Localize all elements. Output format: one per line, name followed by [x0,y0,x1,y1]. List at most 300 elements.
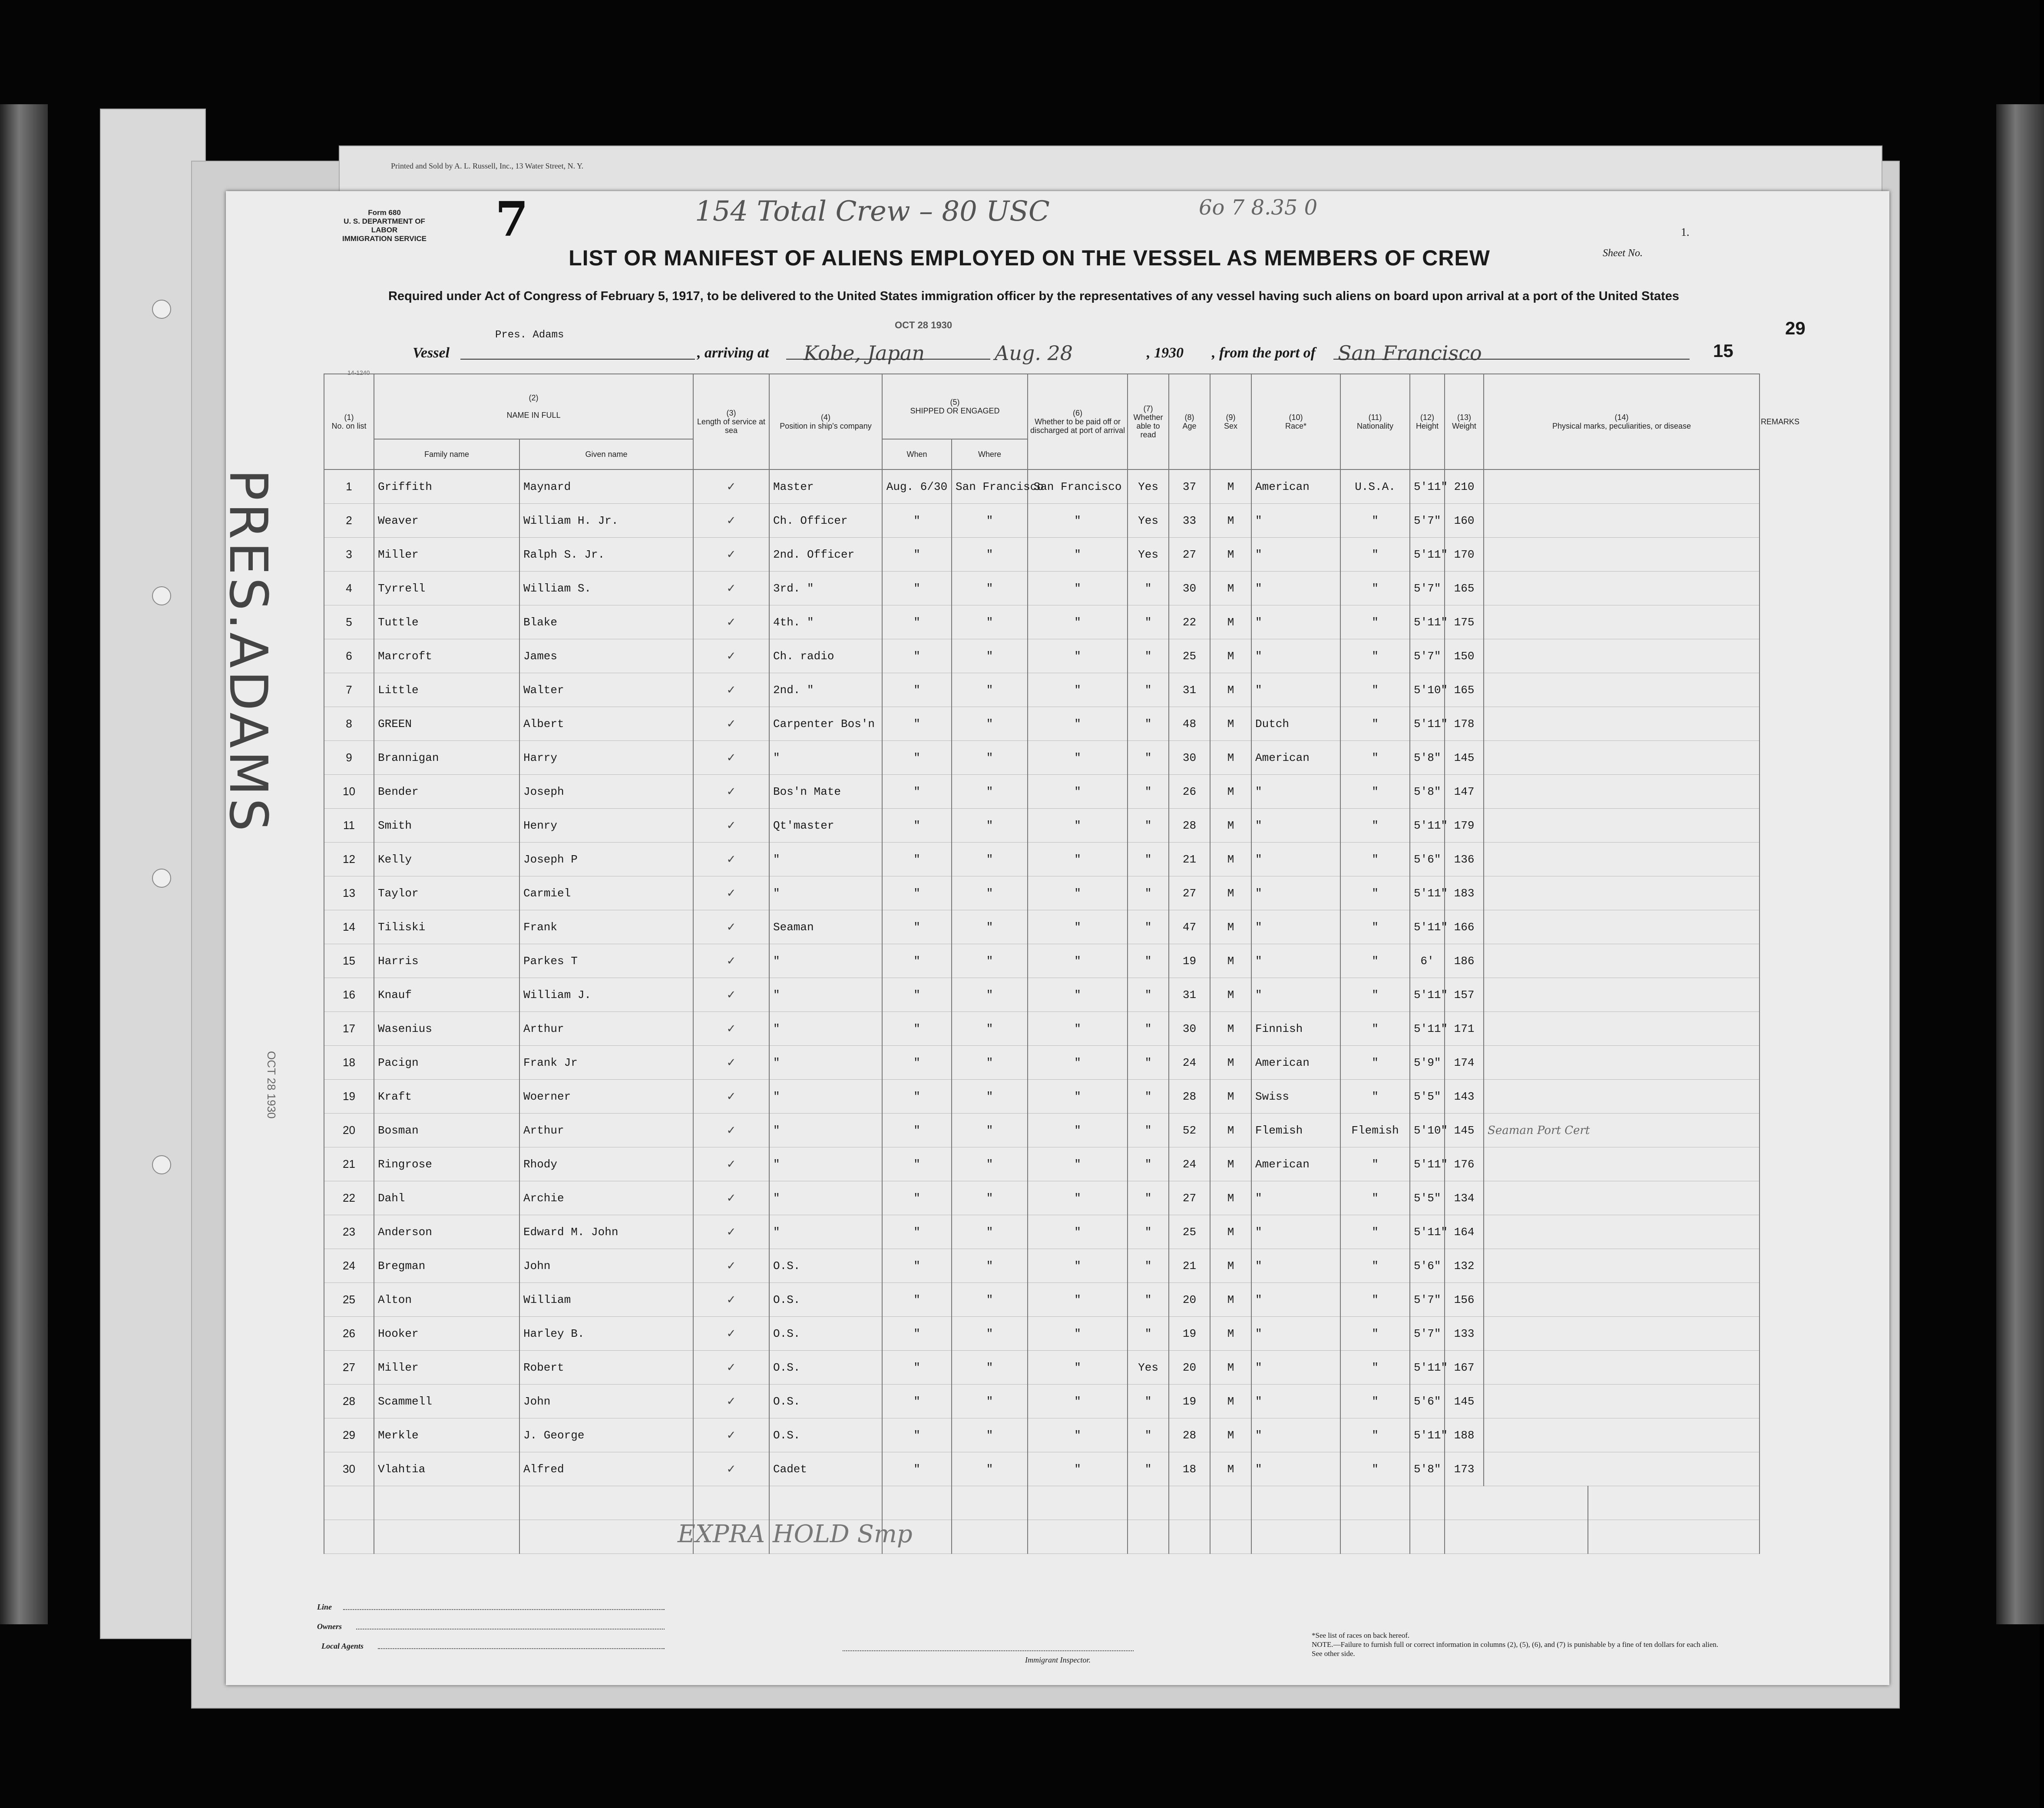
paid-off-port-cell: " [1028,1046,1128,1080]
blank-cell [1410,1520,1445,1554]
physical-marks-cell: Seaman Port Cert [1484,1114,1760,1147]
given-name-cell: Ralph S. Jr. [519,538,693,572]
physical-marks-cell [1484,1452,1760,1486]
able-to-read-cell: " [1128,707,1169,741]
able-to-read-cell: " [1128,1012,1169,1046]
blank-cell [1340,1486,1410,1520]
department-block [330,208,439,243]
right-binder-strip [1996,104,2044,1624]
col-weight: (13) Weight [1445,374,1484,469]
family-name-cell: Dahl [374,1181,519,1215]
table-row [324,572,1760,605]
able-to-read-cell: " [1128,673,1169,707]
weight-cell: 188 [1445,1418,1484,1452]
weight-cell: 147 [1445,775,1484,809]
able-to-read-cell: " [1128,605,1169,639]
given-name-cell: Parkes T [519,944,693,978]
able-to-read-cell: " [1128,1215,1169,1249]
height-cell: 5'11" [1410,876,1445,910]
position-cell: " [769,1147,882,1181]
given-name-cell: John [519,1249,693,1283]
height-cell: 5'6" [1410,1385,1445,1418]
length-of-service-cell: ✓ [693,910,769,944]
sex-cell: M [1210,469,1251,504]
family-name-cell: Anderson [374,1215,519,1249]
shipped-when-cell: " [882,1012,952,1046]
weight-cell: 164 [1445,1215,1484,1249]
age-cell: 28 [1169,1080,1210,1114]
race-cell: American [1251,1147,1340,1181]
length-of-service-cell: ✓ [693,1181,769,1215]
race-cell: " [1251,605,1340,639]
row-number-cell: 19 [324,1080,374,1114]
paid-off-port-cell: " [1028,775,1128,809]
family-name-cell: Kraft [374,1080,519,1114]
sex-cell: M [1210,673,1251,707]
table-row [324,809,1760,843]
shipped-where-cell: " [952,843,1028,876]
table-row [324,1080,1760,1114]
length-of-service-cell: ✓ [693,504,769,538]
given-name-cell: William J. [519,978,693,1012]
shipped-when-cell: " [882,910,952,944]
table-row [324,876,1760,910]
shipped-where-cell: " [952,572,1028,605]
shipped-when-cell: " [882,639,952,673]
height-cell: 5'11" [1410,1351,1445,1385]
shipped-where-cell: " [952,944,1028,978]
position-cell: O.S. [769,1351,882,1385]
blank-cell [1588,1520,1760,1554]
family-name-cell: Wasenius [374,1012,519,1046]
physical-marks-cell [1484,538,1760,572]
position-cell: Ch. radio [769,639,882,673]
physical-marks-cell [1484,1385,1760,1418]
paid-off-port-cell: " [1028,504,1128,538]
race-cell: " [1251,1385,1340,1418]
shipped-when-cell: " [882,673,952,707]
table-row [324,1114,1760,1147]
col-able-read: (7) Whether able to read [1128,374,1169,469]
nationality-cell: U.S.A. [1340,469,1410,504]
nationality-cell: " [1340,1249,1410,1283]
blank-row [324,1520,1760,1554]
from-underline [1333,359,1690,360]
row-number-cell: 11 [324,809,374,843]
shipped-where-cell: " [952,876,1028,910]
able-to-read-cell: Yes [1128,1351,1169,1385]
weight-cell: 179 [1445,809,1484,843]
length-of-service-cell: ✓ [693,1080,769,1114]
service-name: IMMIGRATION SERVICE [342,235,427,243]
nationality-cell: " [1340,1181,1410,1215]
position-cell: Qt'master [769,809,882,843]
sex-cell: M [1210,639,1251,673]
table-row [324,1452,1760,1486]
blank-cell [324,1486,374,1520]
paid-off-port-cell: " [1028,1080,1128,1114]
family-name-cell: Knauf [374,978,519,1012]
paid-off-port-cell: " [1028,944,1128,978]
physical-marks-cell [1484,707,1760,741]
sex-cell: M [1210,1351,1251,1385]
given-name-cell: J. George [519,1418,693,1452]
blank-cell [1445,1520,1588,1554]
position-cell: Cadet [769,1452,882,1486]
given-name-cell: Blake [519,605,693,639]
family-name-cell: Marcroft [374,639,519,673]
paid-off-port-cell: " [1028,639,1128,673]
from-label: , from the port of [1212,345,1316,361]
shipped-when-cell: " [882,1215,952,1249]
weight-cell: 157 [1445,978,1484,1012]
paid-off-port-cell: " [1028,1249,1128,1283]
table-row [324,1181,1760,1215]
family-name-cell: Griffith [374,469,519,504]
length-of-service-cell: ✓ [693,673,769,707]
shipped-where-cell: " [952,504,1028,538]
able-to-read-cell: " [1128,1385,1169,1418]
family-name-cell: Smith [374,809,519,843]
row-number-cell: 20 [324,1114,374,1147]
length-of-service-cell: ✓ [693,809,769,843]
given-name-cell: Carmiel [519,876,693,910]
table-row [324,504,1760,538]
able-to-read-cell: " [1128,741,1169,775]
age-cell: 33 [1169,504,1210,538]
blank-cell [882,1486,952,1520]
shipped-when-cell: " [882,1283,952,1317]
nationality-cell: " [1340,1215,1410,1249]
shipped-where-cell: " [952,639,1028,673]
table-row [324,978,1760,1012]
height-cell: 5'7" [1410,1283,1445,1317]
family-name-cell: Brannigan [374,741,519,775]
height-cell: 5'11" [1410,809,1445,843]
height-cell: 5'8" [1410,775,1445,809]
col-name: (2) NAME IN FULL [374,374,693,439]
able-to-read-cell: " [1128,1080,1169,1114]
family-name-cell: Tuttle [374,605,519,639]
given-name-cell: Joseph P [519,843,693,876]
blank-cell [374,1486,519,1520]
position-cell: " [769,741,882,775]
row-number-cell: 24 [324,1249,374,1283]
age-cell: 37 [1169,469,1210,504]
race-cell: " [1251,1215,1340,1249]
given-name-cell: Joseph [519,775,693,809]
race-cell: " [1251,572,1340,605]
handwritten-note-right: 6o 7 8.35 0 [1199,195,1318,220]
height-cell: 5'11" [1410,538,1445,572]
race-cell: " [1251,978,1340,1012]
blank-cell [1251,1486,1340,1520]
height-cell: 5'7" [1410,1317,1445,1351]
blank-cell [1128,1520,1169,1554]
paid-off-port-cell: " [1028,741,1128,775]
paid-off-port-cell: " [1028,538,1128,572]
shipped-when-cell: " [882,1046,952,1080]
sex-cell: M [1210,843,1251,876]
stamp-number: 7 [495,191,529,247]
col-physical: (14) Physical marks, peculiarities, or disease [1484,374,1760,469]
given-name-cell: Harry [519,741,693,775]
shipped-when-cell: " [882,1114,952,1147]
given-name-cell: William [519,1283,693,1317]
manifest-body [324,469,1760,1554]
weight-cell: 210 [1445,469,1484,504]
sex-cell: M [1210,1147,1251,1181]
arrival-date: Aug. 28 [995,341,1073,365]
length-of-service-cell: ✓ [693,978,769,1012]
paid-off-port-cell: " [1028,1452,1128,1486]
col-given-name: Given name [519,439,693,469]
blank-cell [1588,1486,1760,1520]
paid-off-port-cell: " [1028,1317,1128,1351]
position-cell: Bos'n Mate [769,775,882,809]
position-cell: " [769,1215,882,1249]
race-cell: American [1251,741,1340,775]
race-cell: " [1251,1181,1340,1215]
row-number-cell: 21 [324,1147,374,1181]
height-cell: 5'5" [1410,1080,1445,1114]
able-to-read-cell: " [1128,1283,1169,1317]
age-cell: 26 [1169,775,1210,809]
table-row [324,1283,1760,1317]
family-name-cell: Harris [374,944,519,978]
length-of-service-cell: ✓ [693,876,769,910]
sex-cell: M [1210,1283,1251,1317]
given-name-cell: William H. Jr. [519,504,693,538]
row-number-cell: 10 [324,775,374,809]
physical-marks-cell [1484,944,1760,978]
paid-off-port-cell: " [1028,1418,1128,1452]
able-to-read-cell: " [1128,876,1169,910]
age-cell: 31 [1169,673,1210,707]
shipped-where-cell: " [952,1249,1028,1283]
given-name-cell: John [519,1385,693,1418]
length-of-service-cell: ✓ [693,944,769,978]
length-of-service-cell: ✓ [693,1385,769,1418]
sex-cell: M [1210,1114,1251,1147]
sex-cell: M [1210,572,1251,605]
given-name-cell: Archie [519,1181,693,1215]
weight-cell: 171 [1445,1012,1484,1046]
nationality-cell: " [1340,876,1410,910]
length-of-service-cell: ✓ [693,469,769,504]
family-name-cell: Hooker [374,1317,519,1351]
nationality-cell: " [1340,741,1410,775]
shipped-where-cell: " [952,1215,1028,1249]
nationality-cell: Flemish [1340,1114,1410,1147]
physical-marks-cell [1484,741,1760,775]
nationality-cell: " [1340,673,1410,707]
length-of-service-cell: ✓ [693,1249,769,1283]
blank-cell [693,1486,769,1520]
able-to-read-cell: " [1128,1317,1169,1351]
sex-cell: M [1210,741,1251,775]
sex-cell: M [1210,1046,1251,1080]
position-cell: O.S. [769,1418,882,1452]
penalty-note: NOTE.—Failure to furnish full or correct information in columns (2), (5), (6), and (7) is punishable by a fine of ten dollars for each alien. See other side. [1312,1640,1719,1658]
shipped-when-cell: " [882,1249,952,1283]
age-cell: 47 [1169,910,1210,944]
race-cell: American [1251,1046,1340,1080]
table-row [324,1012,1760,1046]
blank-cell [1340,1520,1410,1554]
paid-off-port-cell: San Francisco [1028,469,1128,504]
nationality-cell: " [1340,775,1410,809]
age-cell: 27 [1169,876,1210,910]
able-to-read-cell: " [1128,1452,1169,1486]
age-cell: 25 [1169,639,1210,673]
physical-marks-cell [1484,1249,1760,1283]
weight-cell: 133 [1445,1317,1484,1351]
height-cell: 5'11" [1410,1012,1445,1046]
position-cell: " [769,1046,882,1080]
physical-marks-cell [1484,504,1760,538]
blank-cell [769,1486,882,1520]
family-name-cell: Weaver [374,504,519,538]
height-cell: 5'9" [1410,1046,1445,1080]
given-name-cell: Rhody [519,1147,693,1181]
height-cell: 5'11" [1410,978,1445,1012]
nationality-cell: " [1340,1080,1410,1114]
shipped-where-cell: " [952,910,1028,944]
shipped-when-cell: " [882,944,952,978]
weight-cell: 145 [1445,1385,1484,1418]
family-name-cell: Kelly [374,843,519,876]
physical-marks-cell [1484,1181,1760,1215]
position-cell: " [769,876,882,910]
position-cell: O.S. [769,1317,882,1351]
shipped-when-cell: " [882,876,952,910]
col-race: (10) Race* [1251,374,1340,469]
given-name-cell: Walter [519,673,693,707]
height-cell: 5'11" [1410,1215,1445,1249]
table-row [324,1046,1760,1080]
table-row [324,910,1760,944]
age-cell: 27 [1169,1181,1210,1215]
col-no: (1) No. on list [324,374,374,469]
paid-off-port-cell: " [1028,1147,1128,1181]
age-cell: 28 [1169,1418,1210,1452]
nationality-cell: " [1340,1046,1410,1080]
printer-credit: Printed and Sold by A. L. Russell, Inc., 13 Water Street, N. Y. [391,162,584,170]
family-name-cell: Vlahtia [374,1452,519,1486]
nationality-cell: " [1340,1418,1410,1452]
age-cell: 30 [1169,1012,1210,1046]
inspector-line [843,1650,1134,1651]
blank-cell [324,1520,374,1554]
given-name-cell: Woerner [519,1080,693,1114]
shipped-when-cell: " [882,1418,952,1452]
family-name-cell: Taylor [374,876,519,910]
weight-cell: 173 [1445,1452,1484,1486]
arriving-port: Kobe, Japan [804,341,925,365]
shipped-where-cell: " [952,707,1028,741]
shipped-where-cell: " [952,1080,1028,1114]
position-cell: Seaman [769,910,882,944]
binder-hole [152,1155,171,1174]
paid-off-port-cell: " [1028,707,1128,741]
sex-cell: M [1210,944,1251,978]
able-to-read-cell: Yes [1128,469,1169,504]
table-row [324,944,1760,978]
weight-cell: 165 [1445,572,1484,605]
family-name-cell: Scammell [374,1385,519,1418]
blank-cell [519,1520,693,1554]
paid-off-port-cell: " [1028,572,1128,605]
side-date-stamp: OCT 28 1930 [265,1051,278,1119]
age-cell: 24 [1169,1147,1210,1181]
race-cell: " [1251,639,1340,673]
sheet-no-label: Sheet No. [1603,248,1643,259]
paid-off-port-cell: " [1028,605,1128,639]
age-cell: 18 [1169,1452,1210,1486]
weight-cell: 132 [1445,1249,1484,1283]
physical-marks-cell [1484,1046,1760,1080]
footer-note [1312,1631,1720,1658]
paid-off-port-cell: " [1028,1012,1128,1046]
height-cell: 5'11" [1410,1147,1445,1181]
shipped-where-cell: " [952,1351,1028,1385]
table-row [324,775,1760,809]
row-number-cell: 29 [324,1418,374,1452]
blank-cell [519,1486,693,1520]
race-cell: " [1251,504,1340,538]
able-to-read-cell: " [1128,910,1169,944]
blank-cell [1210,1520,1251,1554]
given-name-cell: William S. [519,572,693,605]
age-cell: 31 [1169,978,1210,1012]
able-to-read-cell: " [1128,1249,1169,1283]
sex-cell: M [1210,504,1251,538]
blank-cell [1028,1486,1128,1520]
shipped-where-cell: San Francisco [952,469,1028,504]
family-name-cell: Pacign [374,1046,519,1080]
height-cell: 5'11" [1410,707,1445,741]
vessel-line [413,320,1724,367]
race-cell: Finnish [1251,1012,1340,1046]
shipped-when-cell: " [882,1181,952,1215]
nationality-cell: " [1340,1147,1410,1181]
owners-underline [356,1629,665,1630]
col-sex: (9) Sex [1210,374,1251,469]
shipped-when-cell: " [882,1080,952,1114]
shipped-where-cell: " [952,1452,1028,1486]
height-cell: 5'11" [1410,469,1445,504]
sex-cell: M [1210,1418,1251,1452]
position-cell: " [769,843,882,876]
sex-cell: M [1210,1317,1251,1351]
nationality-cell: " [1340,605,1410,639]
race-cell: " [1251,910,1340,944]
col-position: (4) Position in ship's company [769,374,882,469]
nationality-cell: " [1340,504,1410,538]
physical-marks-cell [1484,1283,1760,1317]
race-cell: " [1251,843,1340,876]
height-cell: 5'8" [1410,1452,1445,1486]
length-of-service-cell: ✓ [693,1317,769,1351]
shipped-where-cell: " [952,1385,1028,1418]
able-to-read-cell: " [1128,843,1169,876]
shipped-where-cell: " [952,1181,1028,1215]
nationality-cell: " [1340,1283,1410,1317]
race-cell: American [1251,469,1340,504]
paid-off-port-cell: " [1028,1283,1128,1317]
race-cell: Dutch [1251,707,1340,741]
